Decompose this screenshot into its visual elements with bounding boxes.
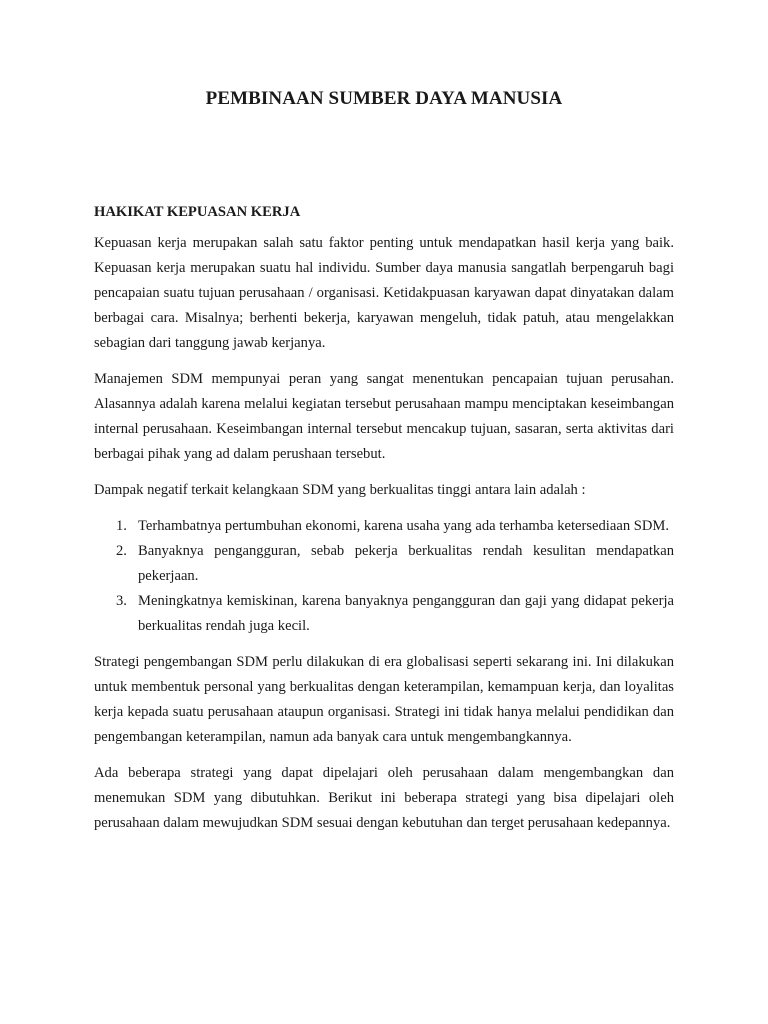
paragraph-manajemen-sdm: Manajemen SDM mempunyai peran yang sangat menentukan pencapaian tujuan perusahan. Alasannya adalah karena melalui kegiatan tersebut perusahaan mampu menciptakan keseimbangan internal perusahaan. Keseimbangan internal tersebut mencakup tujuan, sasaran, serta aktivitas dari berbagai pihak yang ad dalam perushaan tersebut. bbox=[94, 371, 674, 462]
list-item-text: Banyaknya pengangguran, sebab pekerja berkualitas rendah kesulitan mendapatkan pekerjaan. bbox=[138, 543, 674, 584]
list-item bbox=[94, 514, 674, 539]
paragraph-strategi-pengembangan: Strategi pengembangan SDM perlu dilakukan di era globalisasi seperti sekarang ini. Ini dilakukan untuk membentuk personal yang berkualitas dengan keterampilan, kemampuan kerja, dan loyalitas kerja kepada suatu perusahaan ataupun organisasi. Strategi ini tidak hanya melalui pendidikan dan pengembangan keterampilan, namun ada banyak cara untuk mengembangkannya. bbox=[94, 654, 674, 745]
list-item bbox=[94, 539, 674, 589]
list-marker: 1. bbox=[116, 518, 127, 534]
list-item-text: Terhambatnya pertumbuhan ekonomi, karena usaha yang ada terhamba ketersediaan SDM. bbox=[138, 518, 670, 534]
list-item-text: Meningkatnya kemiskinan, karena banyaknya pengangguran dan gaji yang didapat pekerja berkualitas rendah juga kecil. bbox=[138, 593, 674, 634]
section-heading: HAKIKAT KEPUASAN KERJA bbox=[94, 204, 301, 220]
document-title: PEMBINAAN SUMBER DAYA MANUSIA bbox=[205, 88, 563, 109]
list-marker: 2. bbox=[116, 543, 127, 559]
impact-list bbox=[94, 514, 674, 639]
paragraph-beberapa-strategi: Ada beberapa strategi yang dapat dipelajari oleh perusahaan dalam mengembangkan dan menemukan SDM yang dibutuhkan. Berikut ini beberapa strategi yang bisa dipelajari oleh perusahaan dalam mewujudkan SDM sesuai dengan kebutuhan dan terget perusahaan kedepannya. bbox=[94, 765, 674, 831]
list-item bbox=[94, 589, 674, 639]
paragraph-kepuasan-kerja: Kepuasan kerja merupakan salah satu faktor penting untuk mendapatkan hasil kerja yang baik. Kepuasan kerja merupakan suatu hal individu. Sumber daya manusia sangatlah berpengaruh bagi pencapaian suatu tujuan perusahaan / organisasi. Ketidakpuasan karyawan dapat dinyatakan dalam berbagai cara. Misalnya; berhenti bekerja, karyawan mengeluh, tidak patuh, atau mengelakkan sebagian dari tanggung jawab kerjanya. bbox=[94, 235, 674, 351]
document-body bbox=[94, 202, 674, 847]
list-marker: 3. bbox=[116, 593, 127, 609]
paragraph-dampak-negatif: Dampak negatif terkait kelangkaan SDM yang berkualitas tinggi antara lain adalah : bbox=[94, 482, 586, 498]
